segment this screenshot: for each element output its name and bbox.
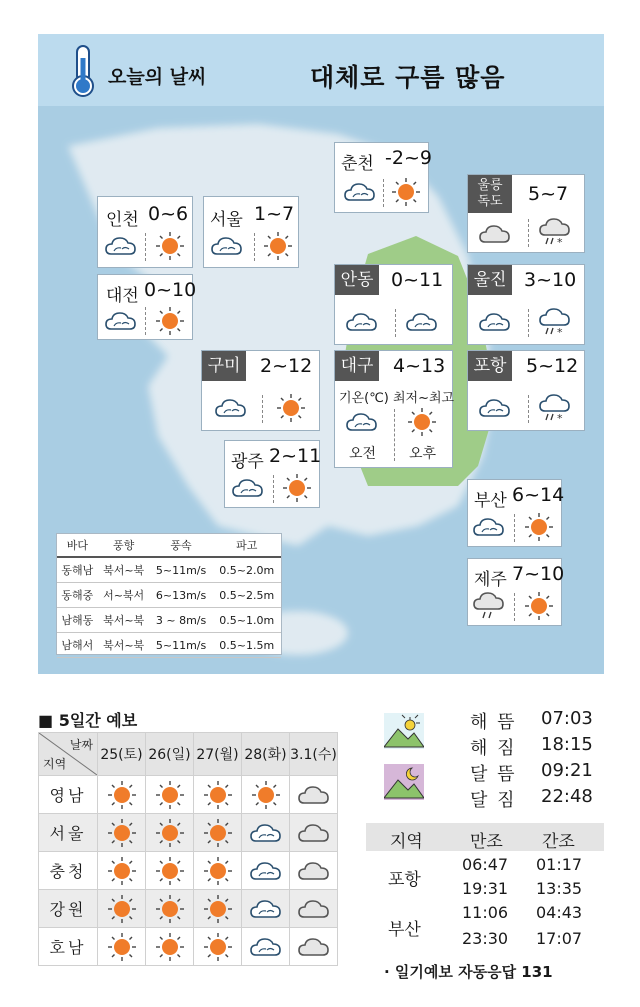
cloud-icon — [104, 306, 138, 336]
gray-cloud-icon — [297, 856, 331, 886]
city-card-jeju — [467, 558, 565, 626]
sea-header: 풍속 — [150, 534, 213, 557]
divider — [528, 309, 529, 337]
sun-icon — [201, 932, 235, 962]
tide-region-busan: 부산 — [388, 920, 421, 940]
sea-cell: 6~13m/s — [150, 583, 213, 608]
sea-cell: 서~북서 — [98, 583, 150, 608]
forecast-cell — [194, 890, 242, 928]
city-temp: 2~11 — [269, 445, 322, 467]
divider — [145, 307, 146, 335]
gray-cloud-icon — [478, 219, 512, 249]
forecast-table — [38, 732, 338, 966]
sea-conditions-table — [56, 533, 282, 655]
rain-snow-icon — [538, 307, 572, 337]
table-row — [39, 814, 338, 852]
forecast-hotline: · 일기예보 자동응답 131 — [384, 963, 553, 981]
rain-cloud-icon — [472, 591, 506, 621]
cloud-icon — [249, 894, 283, 924]
cloud-icon — [343, 177, 377, 207]
svg-text:*: * — [557, 236, 563, 247]
cloud-icon — [345, 407, 379, 437]
sun-icon — [261, 231, 295, 261]
city-temp: -2~9 — [385, 147, 432, 169]
tide-region-pohang: 포항 — [388, 870, 421, 890]
sea-cell: 북서~북 — [98, 557, 150, 583]
sun-icon — [201, 818, 235, 848]
city-card-pohang — [467, 350, 585, 431]
sun-icon — [105, 932, 139, 962]
cloud-icon — [478, 307, 512, 337]
sun-icon — [105, 780, 139, 810]
city-name: 인천 — [106, 210, 139, 230]
forecast-day: 26(일) — [146, 733, 194, 776]
cloud-icon — [210, 231, 244, 261]
panel-header — [38, 34, 604, 106]
city-card-andong — [334, 264, 453, 345]
divider — [145, 233, 146, 261]
rain-snow-icon — [538, 217, 572, 247]
sunset-time: 18:15 — [541, 734, 593, 755]
city-name: 제주 — [474, 570, 507, 590]
tide-low: 04:43 — [536, 903, 583, 922]
sun-icon — [274, 393, 308, 423]
forecast-region: 서울 — [39, 814, 98, 852]
tide-header-high: 만조 — [470, 832, 503, 852]
city-tag: 포항 — [468, 351, 512, 381]
forecast-title: ■ 5일간 예보 — [38, 711, 138, 730]
divider — [514, 514, 515, 542]
table-row — [39, 928, 338, 966]
forecast-region: 영남 — [39, 776, 98, 814]
city-temp: 7~10 — [512, 563, 565, 585]
headline: 대체로 구름 많음 — [310, 63, 506, 92]
city-card-seoul — [203, 196, 299, 268]
sunrise-label: 해 뜸 — [470, 712, 517, 733]
moonrise-time: 09:21 — [541, 760, 593, 781]
tide-high: 23:30 — [462, 929, 509, 948]
forecast-day: 27(월) — [194, 733, 242, 776]
tide-high: 11:06 — [462, 903, 509, 922]
forecast-cell — [290, 814, 338, 852]
city-card-uljin — [467, 264, 585, 345]
forecast-cell — [194, 814, 242, 852]
forecast-cell — [98, 890, 146, 928]
table-row — [57, 583, 281, 608]
forecast-cell — [146, 776, 194, 814]
sea-header: 바다 — [57, 534, 98, 557]
forecast-cell — [98, 852, 146, 890]
tide-header-low: 간조 — [542, 832, 575, 852]
sun-icon — [153, 780, 187, 810]
divider — [528, 219, 529, 247]
table-row — [39, 776, 338, 814]
corner-region-label: 지역 — [43, 757, 67, 771]
forecast-cell — [146, 814, 194, 852]
sun-icon — [153, 856, 187, 886]
tide-low: 13:35 — [536, 879, 583, 898]
sea-cell: 0.5~1.0m — [213, 608, 281, 633]
table-row — [39, 890, 338, 928]
sun-icon — [105, 894, 139, 924]
legend-pm: 오후 — [409, 446, 437, 462]
sun-icon — [153, 932, 187, 962]
sea-cell: 북서~북 — [98, 633, 150, 658]
city-temp: 3~10 — [524, 269, 577, 291]
forecast-cell — [242, 776, 290, 814]
sea-cell: 남해서 — [57, 633, 98, 658]
forecast-corner — [39, 733, 98, 776]
city-temp: 5~12 — [526, 355, 579, 377]
sea-cell: 동해중 — [57, 583, 98, 608]
city-temp: 5~7 — [528, 183, 569, 205]
city-tag-line1: 울릉 — [477, 178, 503, 193]
forecast-cell — [146, 852, 194, 890]
city-card-busan — [467, 479, 565, 547]
cloud-icon — [214, 393, 248, 423]
svg-text:*: * — [557, 326, 563, 337]
city-name: 서울 — [210, 210, 243, 230]
sea-header: 파고 — [213, 534, 281, 557]
gray-cloud-icon — [297, 932, 331, 962]
city-temp: 0~6 — [148, 203, 189, 225]
city-tag-line2: 독도 — [477, 194, 503, 209]
sea-cell: 0.5~2.0m — [213, 557, 281, 583]
city-temp: 0~11 — [391, 269, 444, 291]
divider — [528, 395, 529, 423]
city-card-chuncheon — [334, 142, 432, 213]
city-card-daegu — [334, 350, 453, 468]
city-tag — [468, 175, 512, 213]
sea-cell: 남해동 — [57, 608, 98, 633]
sea-header: 풍향 — [98, 534, 150, 557]
forecast-cell — [290, 776, 338, 814]
tide-high: 19:31 — [462, 879, 509, 898]
forecast-cell — [242, 814, 290, 852]
moon-mountain-icon — [384, 764, 424, 800]
forecast-day: 3.1(수) — [290, 733, 338, 776]
cloud-icon — [405, 307, 439, 337]
gray-cloud-icon — [297, 894, 331, 924]
forecast-region: 호남 — [39, 928, 98, 966]
app-title: 오늘의 날씨 — [108, 66, 207, 88]
rain-snow-icon — [538, 393, 572, 423]
forecast-cell — [194, 928, 242, 966]
gray-cloud-icon — [297, 818, 331, 848]
city-card-ulleung — [467, 174, 585, 253]
thermometer-icon — [68, 44, 98, 98]
forecast-cell — [290, 852, 338, 890]
gray-cloud-icon — [297, 780, 331, 810]
city-temp: 2~12 — [260, 355, 313, 377]
sun-icon — [522, 512, 556, 542]
divider — [273, 475, 274, 503]
corner-date-label: 날짜 — [69, 738, 93, 752]
city-tag: 울진 — [468, 265, 512, 295]
sun-icon — [153, 818, 187, 848]
sun-icon — [405, 407, 439, 437]
table-row — [57, 557, 281, 583]
city-card-incheon — [97, 196, 193, 268]
legend-temp-label: 기온(℃) 최저~최고 — [339, 391, 455, 406]
cloud-icon — [249, 818, 283, 848]
forecast-cell — [290, 928, 338, 966]
tide-low: 17:07 — [536, 929, 583, 948]
city-tag: 구미 — [202, 351, 246, 381]
sea-cell: 0.5~1.5m — [213, 633, 281, 658]
cloud-icon — [345, 307, 379, 337]
divider — [383, 179, 384, 207]
moonset-label: 달 짐 — [470, 790, 517, 811]
sun-icon — [105, 856, 139, 886]
cloud-icon — [249, 932, 283, 962]
sun-icon — [201, 856, 235, 886]
sea-cell: 동해남 — [57, 557, 98, 583]
tide-header — [366, 823, 604, 851]
city-card-daejeon — [97, 274, 197, 340]
moonrise-label: 달 뜸 — [470, 764, 517, 785]
city-temp: 0~10 — [144, 279, 197, 301]
forecast-cell — [98, 814, 146, 852]
forecast-region: 충청 — [39, 852, 98, 890]
cloud-icon — [249, 856, 283, 886]
sun-icon — [389, 177, 423, 207]
sea-cell: 5~11m/s — [150, 633, 213, 658]
forecast-cell — [242, 890, 290, 928]
city-temp: 4~13 — [393, 355, 446, 377]
forecast-cell — [146, 890, 194, 928]
city-card-gumi — [201, 350, 320, 431]
sunrise-time: 07:03 — [541, 708, 593, 729]
tide-low: 01:17 — [536, 855, 583, 874]
forecast-day: 28(화) — [242, 733, 290, 776]
divider — [395, 309, 396, 337]
city-temp: 6~14 — [512, 484, 565, 506]
forecast-cell — [242, 928, 290, 966]
city-name: 춘천 — [341, 154, 374, 174]
cloud-icon — [472, 512, 506, 542]
sun-icon — [249, 780, 283, 810]
city-tag: 대구 — [335, 351, 379, 381]
city-temp: 1~7 — [254, 203, 295, 225]
forecast-cell — [146, 928, 194, 966]
sun-icon — [153, 894, 187, 924]
cloud-icon — [231, 473, 265, 503]
cloud-icon — [104, 231, 138, 261]
forecast-cell — [242, 852, 290, 890]
sunset-label: 해 짐 — [470, 738, 517, 759]
city-name: 부산 — [474, 491, 507, 511]
tide-header-region: 지역 — [390, 832, 423, 852]
sun-icon — [280, 473, 314, 503]
divider — [254, 233, 255, 261]
forecast-cell — [194, 776, 242, 814]
sun-icon — [201, 894, 235, 924]
cloud-icon — [478, 393, 512, 423]
sun-icon — [522, 591, 556, 621]
sun-icon — [201, 780, 235, 810]
forecast-cell — [98, 928, 146, 966]
sun-icon — [153, 306, 187, 336]
forecast-day: 25(토) — [98, 733, 146, 776]
divider — [394, 409, 395, 461]
sun-mountain-icon — [384, 713, 424, 749]
forecast-region: 강원 — [39, 890, 98, 928]
city-tag: 안동 — [335, 265, 379, 295]
city-name: 대전 — [106, 286, 139, 306]
forecast-cell — [194, 852, 242, 890]
forecast-cell — [290, 890, 338, 928]
divider — [262, 395, 263, 423]
table-row — [39, 852, 338, 890]
city-name: 광주 — [231, 452, 264, 472]
table-row — [57, 633, 281, 658]
legend-am: 오전 — [349, 446, 377, 462]
sun-icon — [105, 818, 139, 848]
tide-high: 06:47 — [462, 855, 509, 874]
sea-cell: 3 ~ 8m/s — [150, 608, 213, 633]
sea-cell: 0.5~2.5m — [213, 583, 281, 608]
svg-text:*: * — [557, 412, 563, 423]
sea-cell: 5~11m/s — [150, 557, 213, 583]
sun-icon — [153, 231, 187, 261]
divider — [514, 593, 515, 621]
sea-cell: 북서~북 — [98, 608, 150, 633]
forecast-cell — [98, 776, 146, 814]
moonset-time: 22:48 — [541, 786, 593, 807]
table-row — [57, 608, 281, 633]
city-card-gwangju — [224, 440, 320, 508]
